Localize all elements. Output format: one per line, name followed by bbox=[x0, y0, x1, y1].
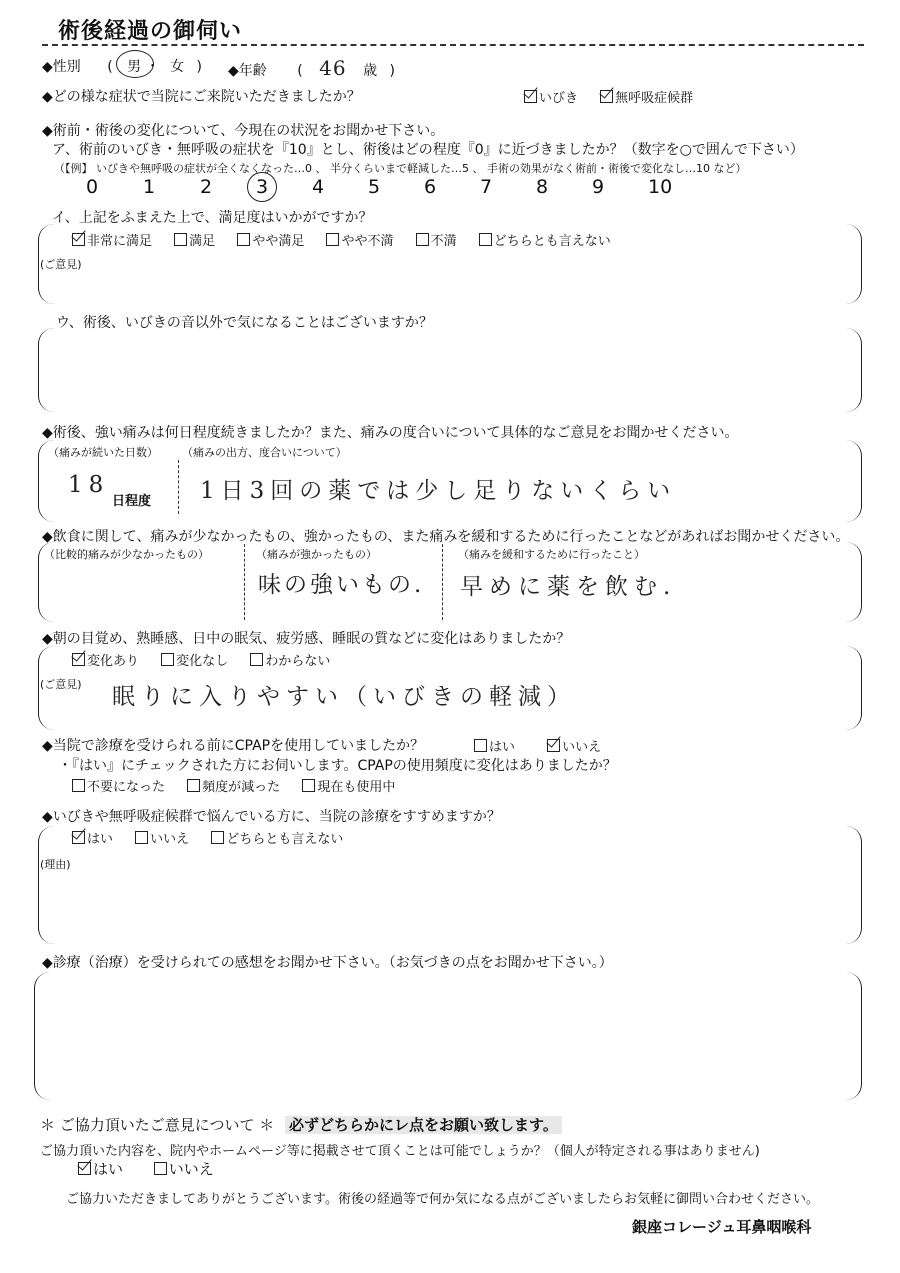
scale-5[interactable]: 5 bbox=[368, 176, 381, 198]
gender-female[interactable]: 女 bbox=[170, 59, 185, 75]
consent-heading-right: 必ずどちらかにレ点をお願い致します。 bbox=[285, 1116, 562, 1134]
symptom-question: ◆どの様な症状で当院にご来院いただきましたか？ bbox=[42, 89, 361, 105]
scale-1[interactable]: 1 bbox=[143, 176, 156, 198]
pain-days-label: （痛みが続いた日数） bbox=[48, 446, 158, 459]
age-row bbox=[228, 56, 395, 80]
scale-0[interactable]: 0 bbox=[86, 176, 99, 198]
recommend-options bbox=[72, 828, 361, 847]
cpap-option-yes[interactable]: はい bbox=[474, 736, 515, 755]
age-value[interactable]: 46 bbox=[319, 56, 347, 80]
food-divider-2 bbox=[442, 544, 443, 620]
scale-2[interactable]: 2 bbox=[200, 176, 213, 198]
checkbox-icon bbox=[78, 1162, 91, 1175]
recommend-reason-label: (理由) bbox=[40, 858, 71, 871]
cpap-option-still-using[interactable]: 現在も使用中 bbox=[302, 776, 395, 795]
food-relief-value[interactable]: 早めに薬を飲む. bbox=[460, 574, 677, 600]
symptom-option-snoring[interactable]: いびき bbox=[524, 87, 578, 106]
checkbox-icon bbox=[479, 233, 492, 246]
impression-question: ◆診療（治療）を受けられての感想をお聞かせ下さい。（お気づきの点をお聞かせ下さい。） bbox=[42, 955, 613, 971]
checkbox-icon bbox=[250, 653, 263, 666]
satisfaction-option-somewhat-dissatisfied[interactable]: やや不満 bbox=[326, 230, 393, 249]
impression-box[interactable] bbox=[34, 972, 862, 1100]
cpap-options bbox=[474, 736, 619, 755]
cpap-follow-question: ・『はい』にチェックされた方にお伺いします。CPAPの使用頻度に変化はありましたか？ bbox=[58, 758, 617, 774]
consent-heading bbox=[40, 1114, 562, 1135]
checkbox-icon bbox=[211, 831, 224, 844]
satisfaction-option-neither[interactable]: どちらとも言えない bbox=[479, 230, 611, 249]
other-concern-box[interactable] bbox=[38, 328, 862, 412]
checkbox-icon bbox=[524, 90, 537, 103]
recommend-question: ◆いびきや無呼吸症候群で悩んでいる方に、当院の診療をすすめますか？ bbox=[42, 809, 501, 825]
scale-10[interactable]: 10 bbox=[648, 176, 673, 198]
satisfaction-option-dissatisfied[interactable]: 不満 bbox=[416, 230, 457, 249]
cpap-option-unneeded[interactable]: 不要になった bbox=[72, 776, 165, 795]
checkbox-icon bbox=[72, 779, 85, 792]
scale-8[interactable]: 8 bbox=[536, 176, 549, 198]
food-divider-1 bbox=[244, 544, 245, 620]
sleep-option-changed[interactable]: 変化あり bbox=[72, 650, 139, 669]
recommend-option-yes[interactable]: はい bbox=[72, 828, 113, 847]
sleep-options bbox=[72, 650, 348, 669]
change-question: ◆術前・術後の変化について、今現在の状況をお聞かせ下さい。 bbox=[42, 123, 445, 139]
gender-close: ) bbox=[196, 59, 202, 75]
satisfaction-option-somewhat-satisfied[interactable]: やや満足 bbox=[237, 230, 304, 249]
gender-open: ( bbox=[107, 59, 113, 75]
checkbox-icon bbox=[154, 1162, 167, 1175]
clinic-name: 銀座コレージュ耳鼻咽喉科 bbox=[632, 1218, 812, 1236]
change-example: （【例】 いびきや無呼吸の症状が全くなくなった…0 、 半分くらいまで軽減した…5 、 手術の効果がなく術前・術後で変化なし…10 など） bbox=[54, 162, 747, 175]
checkbox-icon bbox=[326, 233, 339, 246]
age-label: ◆年齢 bbox=[228, 63, 267, 79]
pain-days-unit: 日程度 bbox=[112, 494, 152, 509]
cpap-follow-options bbox=[72, 776, 413, 795]
checkbox-icon bbox=[474, 739, 487, 752]
scale-6[interactable]: 6 bbox=[424, 176, 437, 198]
scale-7[interactable]: 7 bbox=[480, 176, 493, 198]
title-divider bbox=[42, 44, 864, 46]
age-unit: 歳 bbox=[363, 63, 378, 79]
sleep-opinion-value[interactable]: 眠りに入りやすい（いびきの軽減） bbox=[112, 684, 576, 710]
checkbox-icon bbox=[237, 233, 250, 246]
gender-label: ◆性別 bbox=[42, 59, 81, 75]
cpap-option-reduced[interactable]: 頻度が減った bbox=[187, 776, 280, 795]
scale-selected-circle bbox=[247, 172, 277, 202]
satisfaction-options bbox=[72, 230, 629, 249]
checkbox-icon bbox=[72, 233, 85, 246]
scale-4[interactable]: 4 bbox=[312, 176, 325, 198]
checkbox-icon bbox=[600, 90, 613, 103]
age-close: ) bbox=[389, 63, 395, 79]
checkbox-icon bbox=[416, 233, 429, 246]
other-concern-question: ウ、術後、いびきの音以外で気になることはございますか？ bbox=[56, 315, 433, 331]
sleep-option-unchanged[interactable]: 変化なし bbox=[161, 650, 228, 669]
age-open: ( bbox=[297, 63, 303, 79]
satisfaction-option-very-satisfied[interactable]: 非常に満足 bbox=[72, 230, 152, 249]
consent-option-no[interactable]: いいえ bbox=[154, 1158, 214, 1179]
cpap-option-no[interactable]: いいえ bbox=[547, 736, 601, 755]
food-strong-label: （痛みが強かったもの） bbox=[256, 548, 377, 561]
food-relief-label: （痛みを緩和するために行ったこと） bbox=[458, 548, 645, 561]
consent-option-yes[interactable]: はい bbox=[78, 1158, 123, 1179]
checkbox-icon bbox=[135, 831, 148, 844]
food-strong-value[interactable]: 味の強いもの. bbox=[258, 572, 425, 598]
recommend-option-no[interactable]: いいえ bbox=[135, 828, 189, 847]
pain-divider bbox=[178, 460, 179, 514]
symptom-options bbox=[524, 87, 711, 106]
pain-question: ◆術後、強い痛みは何日程度続きましたか？また、痛みの度合いについて具体的なご意見をお聞かせください。 bbox=[42, 425, 739, 441]
pain-degree-value[interactable]: 1日3回の薬では少し足りないくらい bbox=[200, 478, 677, 504]
food-less-label: （比較的痛みが少なかったもの） bbox=[44, 548, 209, 561]
consent-options bbox=[78, 1158, 232, 1179]
thanks-text: ご協力いただきましてありがとうございます。術後の経過等で何か気になる点がございましたらお気軽に御問い合わせください。 bbox=[66, 1192, 819, 1207]
checkbox-icon bbox=[547, 739, 560, 752]
checkbox-icon bbox=[174, 233, 187, 246]
scale-9[interactable]: 9 bbox=[592, 176, 605, 198]
satisfaction-opinion-label: (ご意見) bbox=[40, 258, 82, 271]
pain-days-value[interactable]: 18 bbox=[68, 472, 110, 498]
checkbox-icon bbox=[72, 653, 85, 666]
consent-question: ご協力頂いた内容を、院内やホームページ等に掲載させて頂くことは可能でしょうか？（個人が特定される事はありません) bbox=[40, 1144, 760, 1159]
checkbox-icon bbox=[161, 653, 174, 666]
gender-selected-circle bbox=[116, 50, 154, 78]
gender-dot: ・ bbox=[145, 59, 160, 75]
consent-heading-left: ＊ ご協力頂いたご意見について ＊ bbox=[40, 1116, 275, 1134]
checkbox-icon bbox=[302, 779, 315, 792]
cpap-question: ◆当院で診療を受けられる前にCPAPを使用していましたか？ bbox=[42, 738, 425, 754]
sleep-opinion-label: (ご意見) bbox=[40, 678, 82, 691]
page-title: 術後経過の御伺い bbox=[58, 19, 243, 44]
satisfaction-option-satisfied[interactable]: 満足 bbox=[174, 230, 215, 249]
symptom-option-apnea[interactable]: 無呼吸症候群 bbox=[600, 87, 693, 106]
sleep-question: ◆朝の目覚め、熟睡感、日中の眠気、疲労感、睡眠の質などに変化はありましたか？ bbox=[42, 631, 571, 647]
change-sub-a: ア、術前のいびき・無呼吸の症状を『10』とし、術後はどの程度『0』に近づきましたか？（数字を○で囲んで下さい） bbox=[52, 142, 804, 158]
checkbox-icon bbox=[72, 831, 85, 844]
recommend-option-neither[interactable]: どちらとも言えない bbox=[211, 828, 343, 847]
food-question: ◆飲食に関して、痛みが少なかったもの、強かったもの、また痛みを緩和するために行ったことなどがあればお聞かせください。 bbox=[42, 529, 850, 545]
pain-degree-label: （痛みの出方、度合いについて） bbox=[182, 446, 347, 459]
satisfaction-question: イ、上記をふまえた上で、満足度はいかがですか？ bbox=[52, 210, 373, 226]
gender-male[interactable]: 男 bbox=[127, 59, 142, 75]
checkbox-icon bbox=[187, 779, 200, 792]
sleep-option-unknown[interactable]: わからない bbox=[250, 650, 330, 669]
scale-3[interactable]: 3 bbox=[256, 176, 269, 198]
